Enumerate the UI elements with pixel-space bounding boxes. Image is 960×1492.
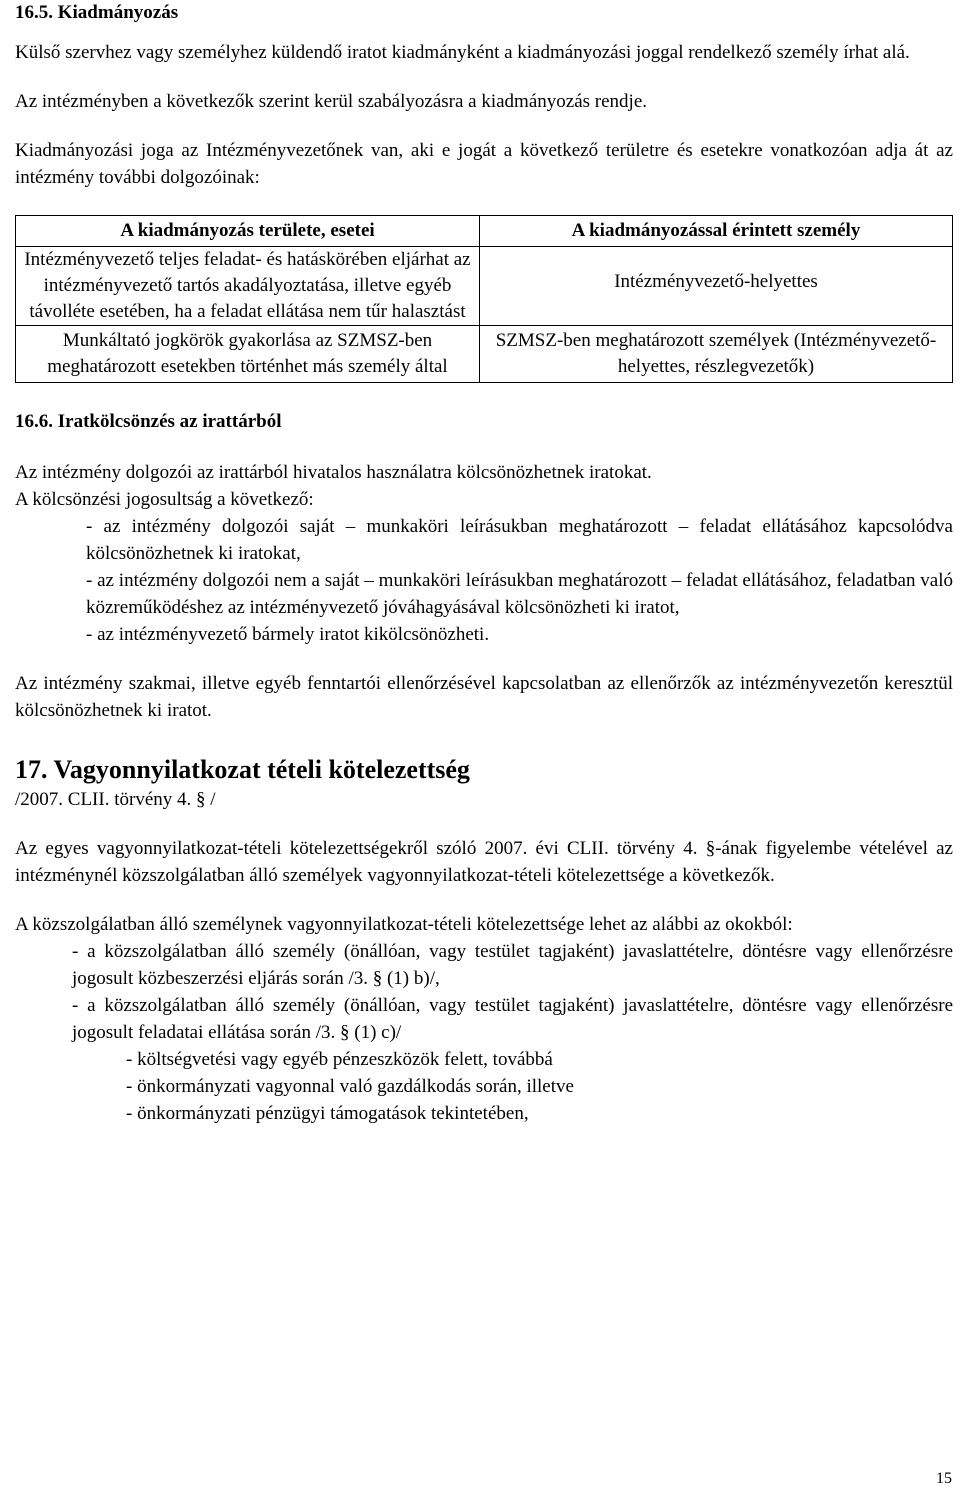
list-subitem: - önkormányzati pénzügyi támogatások tekintetében, — [126, 1103, 529, 1124]
table-cell: Munkáltató jogkörök gyakorlása az SZMSZ-ben meghatározott esetekben történhet más személy által — [16, 326, 480, 383]
list-subitem: - önkormányzati vagyonnal való gazdálkodás során, illetve — [126, 1076, 574, 1097]
table-header-cell: A kiadmányozással érintett személy — [480, 216, 953, 247]
table-cell: SZMSZ-ben meghatározott személyek (Intézményvezető-helyettes, részlegvezetők) — [480, 326, 953, 383]
paragraph: Az intézmény szakmai, illetve egyéb fenntartói ellenőrzésével kapcsolatban az ellenőrzők az intézményvezetőn keresztül kölcsönözhetnek ki iratot. — [15, 673, 953, 721]
section-heading-16-5: 16.5. Kiadmányozás — [15, 2, 179, 23]
paragraph: Az intézmény dolgozói az irattárból hivatalos használatra kölcsönözhetnek iratokat. — [15, 462, 652, 483]
law-reference: /2007. CLII. törvény 4. § / — [15, 789, 216, 810]
paragraph: Kiadmányozási joga az Intézményvezetőnek van, aki e jogát a következő területre és esetekre vonatkozóan adja át az intézmény további dolgozóinak: — [15, 140, 953, 188]
list-item: - az intézmény dolgozói nem a saját – munkaköri leírásukban meghatározott – feladat ellátásához, feladatban való közreműködéshez az intézményvezető jóváhagyásával kölcsönözheti ki iratot, — [86, 570, 953, 618]
paragraph: A kölcsönzési jogosultság a következő: — [15, 489, 314, 510]
section-heading-17: 17. Vagyonnyilatkozat tételi kötelezettség — [15, 755, 470, 784]
document-page — [15, 0, 953, 1127]
kiadmanyozas-table — [15, 215, 953, 383]
list-item: - a közszolgálatban álló személy (önállóan, vagy testület tagjaként) javaslattételre, döntésre vagy ellenőrzésre jogosult feladatai ellátása során /3. § (1) c)/ — [72, 995, 953, 1043]
table-cell: Intézményvezető-helyettes — [480, 247, 953, 326]
paragraph: Az egyes vagyonnyilatkozat-tételi kötelezettségekről szóló 2007. évi CLII. törvény 4. §-ának figyelembe vételével az intézménynél közszolgálatban álló személyek vagyonnyilatkozat-tételi kötelezettsége a következők. — [15, 838, 953, 886]
paragraph: Külső szervhez vagy személyhez küldendő iratot kiadmányként a kiadmányozási joggal rendelkező személy írhat alá. — [15, 42, 910, 63]
table-header-cell: A kiadmányozás területe, esetei — [16, 216, 480, 247]
table-cell: Intézményvezető teljes feladat- és hatáskörében eljárhat az intézményvezető tartós akadályoztatása, illetve egyéb távolléte esetében, ha a feladat ellátása nem tűr halasztást — [16, 247, 480, 326]
table-row — [16, 247, 953, 326]
list-item: - az intézményvezető bármely iratot kikölcsönözheti. — [86, 624, 490, 645]
paragraph: A közszolgálatban álló személynek vagyonnyilatkozat-tételi kötelezettsége lehet az alábbi az okokból: — [15, 914, 793, 935]
list-subitem: - költségvetési vagy egyéb pénzeszközök felett, továbbá — [126, 1049, 553, 1070]
table-row — [16, 326, 953, 383]
section-heading-16-6: 16.6. Iratkölcsönzés az irattárból — [15, 411, 282, 432]
list-item: - az intézmény dolgozói saját – munkaköri leírásukban meghatározott – feladat ellátásához kapcsolódva kölcsönözhetnek ki iratokat, — [86, 516, 953, 564]
paragraph: Az intézményben a következők szerint kerül szabályozásra a kiadmányozás rendje. — [15, 91, 648, 112]
list-item: - a közszolgálatban álló személy (önállóan, vagy testület tagjaként) javaslattételre, döntésre vagy ellenőrzésre jogosult közbeszerzési eljárás során /3. § (1) b)/, — [72, 941, 953, 989]
page-number: 15 — [936, 1470, 952, 1487]
table-header-row — [16, 216, 953, 247]
